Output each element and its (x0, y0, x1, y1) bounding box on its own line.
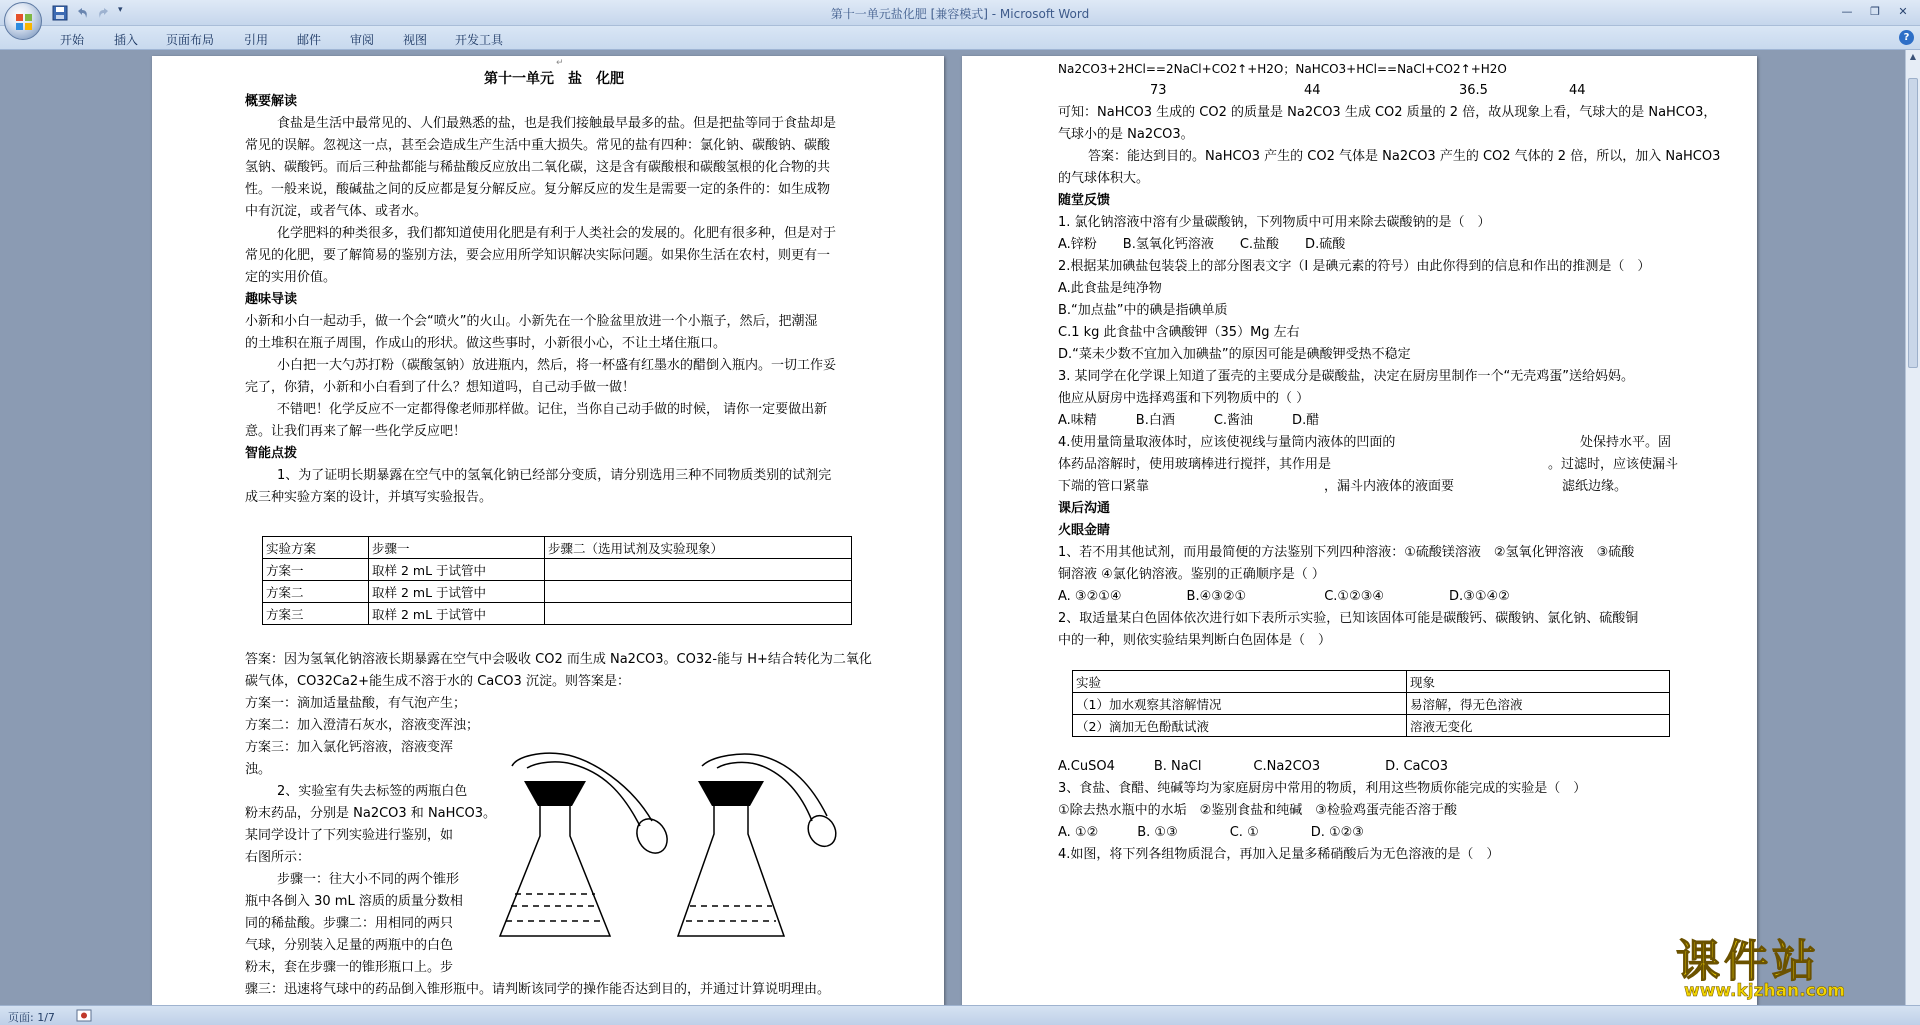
paragraph-line: 中的一种，则依实验结果判断白色固体是（ ） (1058, 633, 1332, 648)
paragraph-line: 处保持水平。固 (1580, 435, 1672, 450)
paragraph-line: 下端的管口紧靠 (1058, 479, 1150, 494)
table-header-row (263, 537, 852, 559)
vertical-scrollbar[interactable] (1905, 50, 1920, 1005)
paragraph-line: 右图所示： (245, 850, 311, 865)
paragraph-line: 气球，分别装入足量的两瓶中的白色 (245, 938, 454, 953)
section-heading: 趣味导读 (245, 292, 298, 307)
number-label: 44 (1304, 83, 1321, 98)
table-cell: 步骤一 (369, 537, 545, 559)
paragraph-line: 瓶中各倒入 30 mL 溶质的质量分数相 (245, 894, 463, 909)
paragraph-line: 成三种实验方案的设计，并填写实验报告。 (245, 490, 493, 505)
scroll-up-icon[interactable]: ▲ (1909, 52, 1917, 61)
paragraph-line: D.“菜未少数不宜加入加碘盐”的原因可能是碘酸钾受热不稳定 (1058, 347, 1411, 362)
tab-view[interactable]: 视图 (403, 33, 428, 47)
tab-review[interactable]: 审阅 (350, 33, 375, 47)
experiment-result-table (1072, 670, 1670, 737)
paragraph-line: 完了，你猜，小新和小白看到了什么？想知道吗，自己动手做一做！ (245, 380, 636, 395)
paragraph-line: 4.使用量筒量取液体时，应该使视线与量筒内液体的凹面的 (1058, 435, 1396, 450)
window-title (0, 5, 1920, 22)
office-logo-icon (14, 12, 34, 32)
tab-references[interactable]: 引用 (244, 33, 269, 47)
scroll-thumb[interactable] (1908, 78, 1918, 368)
status-bar (0, 1005, 1920, 1025)
paragraph-line: ①除去热水瓶中的水垢 ②鉴别食盐和纯碱 ③检验鸡蛋壳能否溶于酸 (1058, 803, 1457, 818)
table-row (263, 581, 852, 603)
paragraph-line: 性。一般来说，酸碱盐之间的反应都是复分解反应。复分解反应的发生是需要一定的条件的：如生成物 (245, 182, 831, 197)
table-cell: 方案一 (263, 559, 369, 581)
paragraph-line: A. ③②①④ B.④③②① C.①②③④ D.③①④② (1058, 589, 1510, 604)
paragraph-line: 3、食盐、食醋、纯碱等均为家庭厨房中常用的物质，利用这些物质你能完成的实验是（ ） (1058, 781, 1587, 796)
table-cell (545, 603, 852, 625)
paragraph-line: 体药品溶解时，使用玻璃棒进行搅拌，其作用是 (1058, 457, 1332, 472)
paragraph-line: A.CuSO4 B. NaCl C.Na2CO3 D. CaCO3 (1058, 759, 1449, 774)
table-cell: 方案二 (263, 581, 369, 603)
paragraph-line: 方案三：加入氯化钙溶液，溶液变浑 (245, 740, 454, 755)
paragraph-line: 答案：因为氢氧化钠溶液长期暴露在空气中会吸收 CO2 而生成 Na2CO3。CO32-能与 H+结合转化为二氧化 (245, 652, 872, 667)
paragraph-line: 粉末，套在步骤一的锥形瓶口上。步 (245, 960, 454, 975)
table-row (1073, 715, 1670, 737)
paragraph-line: 碳气体，CO32Ca2+能生成不溶于水的 CaCO3 沉淀。则答案是： (245, 674, 630, 689)
ribbon-tabs (0, 26, 1920, 50)
paragraph-line: 常见的化肥，要了解简易的鉴别方法，要会应用所学知识解决实际问题。如果你生活在农村，则更有一 (245, 248, 831, 263)
restore-icon[interactable]: ❐ (1870, 4, 1880, 18)
site-watermark (1668, 925, 1918, 1005)
paragraph-line: 4.如图，将下列各组物质混合，再加入足量多稀硝酸后为无色溶液的是（ ） (1058, 847, 1500, 862)
help-icon[interactable]: ? (1899, 30, 1914, 45)
table-cell (545, 581, 852, 603)
tab-insert[interactable]: 插入 (114, 33, 139, 47)
table-row (263, 603, 852, 625)
paragraph-line: ，漏斗内液体的液面要 (1324, 479, 1455, 494)
watermark-url: www.kjzhan.com (1684, 981, 1846, 1001)
paragraph-line: C.1 kg 此食盐中含碘酸钾（35）Mg 左右 (1058, 325, 1300, 340)
table-cell: 取样 2 mL 于试管中 (369, 581, 545, 603)
page-title: 第十一单元 盐 化肥 (484, 71, 624, 87)
paragraph-line: 2、取适量某白色固体依次进行如下表所示实验，已知该固体可能是碳酸钙、碳酸钠、氯化钠、硫酸铜 (1058, 611, 1639, 626)
paragraph-line: 步骤一：往大小不同的两个锥形 (277, 872, 460, 887)
table-cell: 现象 (1407, 671, 1670, 693)
paragraph-line: 答案：能达到目的。NaHCO3 产生的 CO2 气体是 Na2CO3 产生的 CO2 气体的 2 倍，所以，加入 NaHCO3 (1088, 149, 1721, 164)
window-controls (1834, 2, 1916, 20)
document-name: 第十一单元盐化肥 [兼容模式] - (830, 7, 1000, 21)
section-heading: 课后沟通 (1058, 501, 1111, 516)
watermark-title: 课件站 (1676, 936, 1820, 987)
paragraph-line: 他应从厨房中选择鸡蛋和下列物质中的（ ） (1058, 391, 1310, 406)
close-icon[interactable]: ✕ (1898, 4, 1908, 18)
paragraph-line: 中有沉淀，或者气体、或者水。 (245, 204, 428, 219)
table-cell: 步骤二（选用试剂及实验现象） (545, 537, 852, 559)
paragraph-line: 意。让我们再来了解一些化学反应吧！ (245, 424, 467, 439)
paragraph-line: 某同学设计了下列实验进行鉴别，如 (245, 828, 454, 843)
paragraph-line: 的土堆积在瓶子周围，作成山的形状。做这些事时，小新很小心，不让土堵住瓶口。 (245, 336, 727, 351)
number-label: 44 (1569, 83, 1586, 98)
paragraph-line: 气球小的是 Na2CO3。 (1058, 127, 1194, 142)
paragraph-line: 方案二：加入澄清石灰水，溶液变浑浊； (245, 718, 480, 733)
paragraph-line: 同的稀盐酸。步骤二：用相同的两只 (245, 916, 454, 931)
paragraph-line: 2.根据某加碘盐包装袋上的部分图表文字（I 是碘元素的符号）由此你得到的信息和作出的推测是（ ） (1058, 259, 1651, 274)
table-cell: 取样 2 mL 于试管中 (369, 603, 545, 625)
paragraph-line: 2、实验室有失去标签的两瓶白色 (277, 784, 468, 799)
tab-mailings[interactable]: 邮件 (297, 33, 322, 47)
table-row (263, 559, 852, 581)
table-row (1073, 693, 1670, 715)
table-cell: 取样 2 mL 于试管中 (369, 559, 545, 581)
title-bar (0, 0, 1920, 26)
section-heading: 随堂反馈 (1058, 193, 1111, 208)
paragraph-line: A.锌粉 B.氢氧化钙溶液 C.盐酸 D.硫酸 (1058, 237, 1346, 252)
experiment-table (262, 536, 852, 625)
customize-qat-icon[interactable]: ▾ (118, 5, 123, 15)
flask-balloon-illustration (482, 746, 842, 961)
paragraph-line: 1、为了证明长期暴露在空气中的氢氧化钠已经部分变质，请分别选用三种不同物质类别的试剂完 (277, 468, 832, 483)
paragraph-mark: ↵ (556, 58, 564, 68)
paragraph-line: 小新和小白一起动手，做一个会“喷火”的火山。小新先在一个脸盆里放进一个小瓶子，然后，把潮湿 (245, 314, 818, 329)
paragraph-line: 。过滤时，应该使漏斗 (1548, 457, 1679, 472)
section-heading: 概要解读 (245, 94, 298, 109)
paragraph-line: 定的实用价值。 (245, 270, 337, 285)
page-count[interactable]: 页面: 1/7 (8, 1011, 55, 1024)
paragraph-line: 滤纸边缘。 (1562, 479, 1628, 494)
table-cell: 实验 (1073, 671, 1407, 693)
paragraph-line: 浊。 (245, 762, 272, 777)
number-label: 73 (1150, 83, 1167, 98)
paragraph-line: A.此食盐是纯净物 (1058, 281, 1162, 296)
paragraph-line: 化学肥料的种类很多，我们都知道使用化肥是有利于人类社会的发展的。化肥有很多种，但是对于 (277, 226, 837, 241)
paragraph-line: 粉末药品，分别是 Na2CO3 和 NaHCO3。 (245, 806, 496, 821)
paragraph-line: 不错吧！化学反应不一定都得像老师那样做。记住，当你自己动手做的时候， 请你一定要做出新 (277, 402, 828, 417)
paragraph-line: 氢钠、碳酸钙。而后三种盐都能与稀盐酸反应放出二氧化碳，这是含有碳酸根和碳酸氢根的化合物的共 (245, 160, 831, 175)
table-header-row (1073, 671, 1670, 693)
tab-developer[interactable]: 开发工具 (455, 33, 504, 47)
tab-home[interactable]: 开始 (60, 33, 85, 47)
table-cell: 方案三 (263, 603, 369, 625)
paragraph-line: A. ①② B. ①③ C. ① D. ①②③ (1058, 825, 1364, 840)
paragraph-line: 3. 某同学在化学课上知道了蛋壳的主要成分是碳酸盐，决定在厨房里制作一个“无壳鸡蛋”送给妈妈。 (1058, 369, 1635, 384)
tab-page-layout[interactable]: 页面布局 (166, 33, 215, 47)
document-page-left[interactable] (152, 56, 944, 1006)
paragraph-line: 铜溶液 ④氯化钠溶液。鉴别的正确顺序是（ ） (1058, 567, 1325, 582)
paragraph-line: 食盐是生活中最常见的、人们最熟悉的盐，也是我们接触最早最多的盐。但是把盐等同于食盐却是 (277, 116, 837, 131)
table-cell: （1）加水观察其溶解情况 (1073, 693, 1407, 715)
paragraph-line: 方案一：滴加适量盐酸，有气泡产生； (245, 696, 467, 711)
table-cell: 实验方案 (263, 537, 369, 559)
number-label: 36.5 (1459, 83, 1488, 98)
paragraph-line: 小白把一大勺苏打粉（碳酸氢钠）放进瓶内，然后，将一杯盛有红墨水的醋倒入瓶内。一切工作妥 (277, 358, 837, 373)
macro-record-icon[interactable] (76, 1009, 92, 1022)
paragraph-line: B.“加点盐”中的碘是指碘单质 (1058, 303, 1228, 318)
paragraph-line: 骤三：迅速将气球中的药品倒入锥形瓶中。请判断该同学的操作能否达到目的，并通过计算说明理由。 (245, 982, 831, 997)
section-heading: 智能点拨 (245, 446, 298, 461)
paragraph-line: 可知：NaHCO3 生成的 CO2 的质量是 Na2CO3 生成 CO2 质量的 2 倍，故从现象上看，气球大的是 NaHCO3， (1058, 105, 1717, 120)
app-name: Microsoft Word (999, 7, 1090, 21)
paragraph-line: 常见的误解。忽视这一点，甚至会造成生产生活中重大损失。常见的盐有四种：氯化钠、碳酸钠、碳酸 (245, 138, 831, 153)
office-button[interactable] (4, 2, 42, 40)
minimize-icon[interactable]: — (1841, 4, 1853, 18)
table-cell (545, 559, 852, 581)
table-cell: 易溶解，得无色溶液 (1407, 693, 1670, 715)
table-cell: 溶液无变化 (1407, 715, 1670, 737)
paragraph-line: 1. 氯化钠溶液中溶有少量碳酸钠，下列物质中可用来除去碳酸钠的是（ ） (1058, 215, 1491, 230)
paragraph-line: 的气球体积大。 (1058, 171, 1150, 186)
section-heading: 火眼金睛 (1058, 523, 1111, 538)
table-cell: （2）滴加无色酚酞试液 (1073, 715, 1407, 737)
document-page-right[interactable] (962, 56, 1757, 1006)
paragraph-line: A.味精 B.白酒 C.酱油 D.醋 (1058, 413, 1320, 428)
paragraph-line: 1、若不用其他试剂，而用最简便的方法鉴别下列四种溶液：①硫酸镁溶液 ②氢氧化钾溶液 ③硫酸 (1058, 545, 1635, 560)
equation-line: Na2CO3+2HCl==2NaCl+CO2↑+H2O；NaHCO3+HCl==NaCl+CO2↑+H2O (1058, 62, 1507, 76)
